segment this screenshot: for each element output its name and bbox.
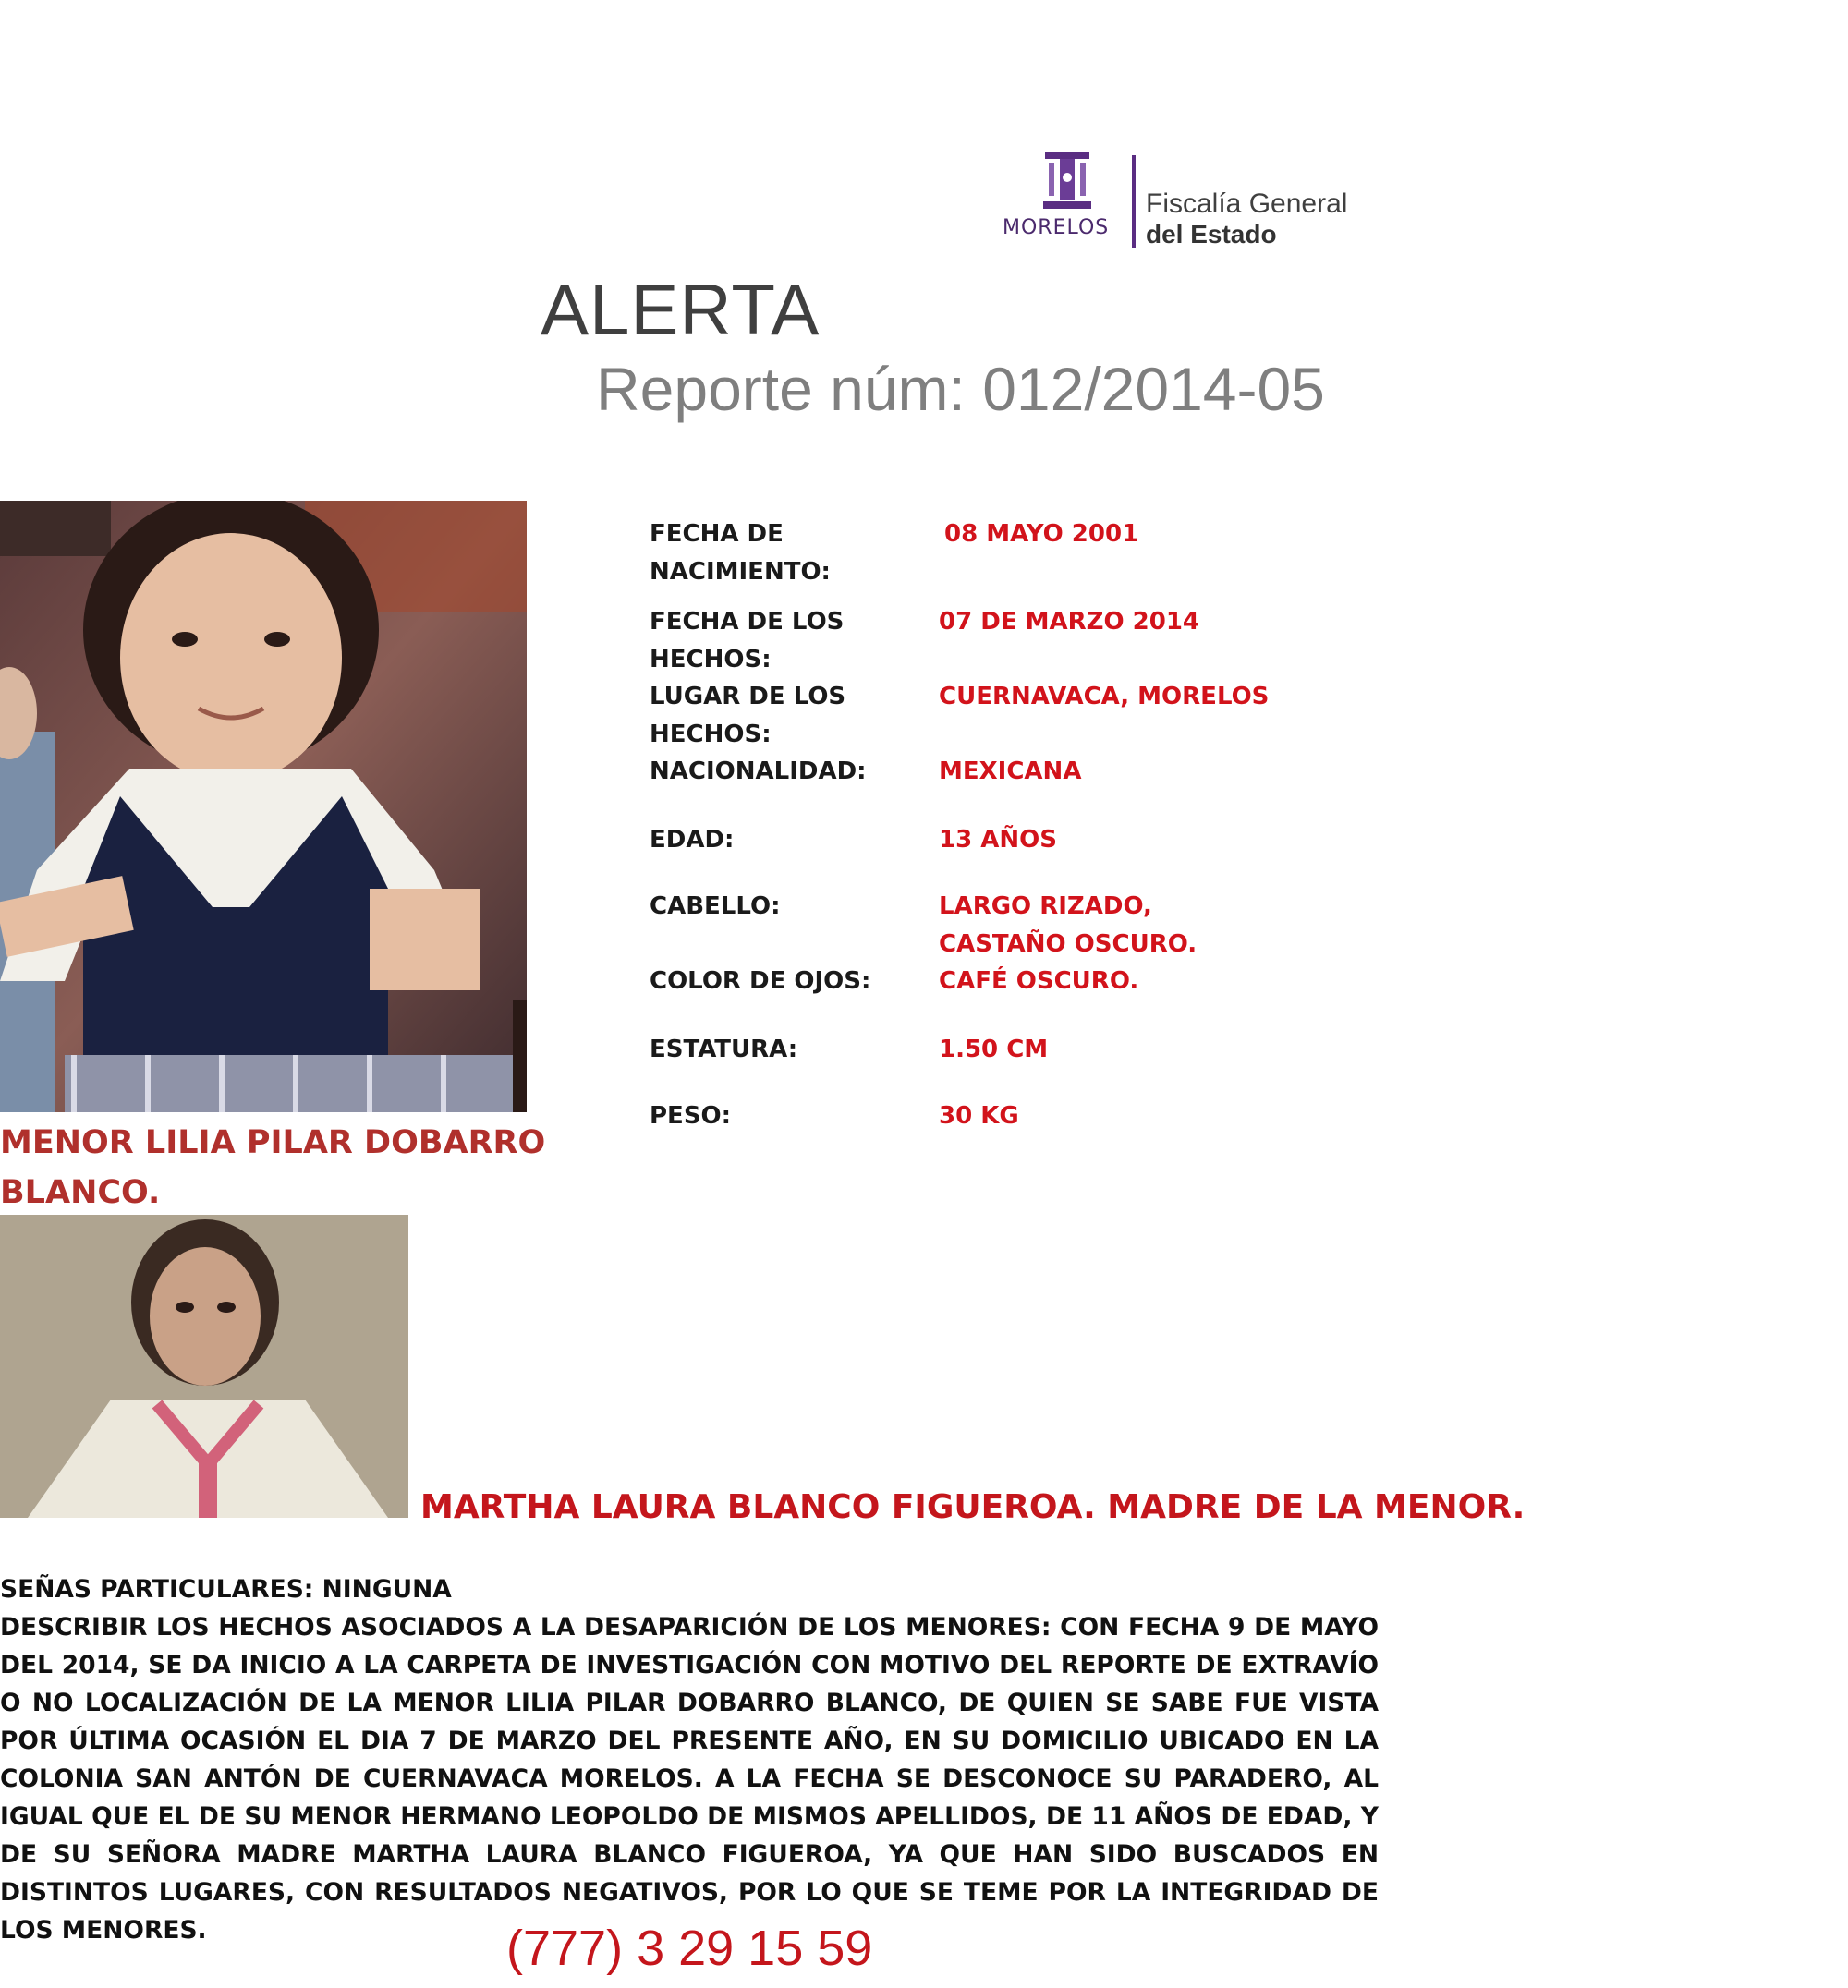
info-label-age: EDAD: — [650, 826, 735, 854]
info-label-nationality: NACIONALIDAD: — [650, 758, 867, 785]
logo-line-2: del Estado — [1146, 220, 1277, 248]
info-value-birthdate: 08 MAYO 2001 — [944, 520, 1139, 548]
distinguishing-marks: SEÑAS PARTICULARES: NINGUNA — [0, 1575, 452, 1604]
mother-photo — [0, 1215, 408, 1518]
logo-divider — [1132, 155, 1136, 248]
morelos-emblem-icon — [1040, 150, 1095, 216]
info-label-event-place: LUGAR DE LOS HECHOS: — [650, 683, 846, 748]
page-title: ALERTA — [541, 269, 821, 350]
logo-line-1: Fiscalía General — [1146, 188, 1348, 219]
mother-photo-illustration — [0, 1215, 408, 1518]
missing-person-name: MENOR LILIA PILAR DOBARRO BLANCO. — [0, 1124, 546, 1211]
girl-photo-illustration — [0, 501, 527, 1112]
info-label-weight: PESO: — [650, 1102, 732, 1130]
info-value-age: 13 AÑOS — [939, 826, 1057, 854]
mother-name: MARTHA LAURA BLANCO FIGUEROA. MADRE DE LA MENOR. — [420, 1488, 1526, 1526]
info-label-height: ESTATURA: — [650, 1036, 798, 1063]
report-number: Reporte núm: 012/2014-05 — [596, 355, 1325, 423]
info-label-birthdate: FECHA DE NACIMIENTO: — [650, 520, 831, 586]
case-description: DESCRIBIR LOS HECHOS ASOCIADOS A LA DESAPARICIÓN DE LOS MENORES: CON FECHA 9 DE MAYO DEL 2014, SE DA INICIO A LA CARPETA DE INVESTIGACIÓN CON MOTIVO DEL REPORTE DE EXTRAVÍO O NO LOCALIZACIÓN DE LA MENOR LILIA PILAR DOBARRO BLANCO, DE QUIEN SE SABE FUE VISTA POR ÚLTIMA OCASIÓN EL DIA 7 DE MARZO DEL PRESENTE AÑO, EN SU DOMICILIO UBICADO EN LA COLONIA SAN ANTÓN DE CUERNAVACA MORELOS. A LA FECHA SE DESCONOCE SU PARADERO, AL IGUAL QUE EL DE SU MENOR HERMANO LEOPOLDO DE MISMOS APELLIDOS, DE 11 AÑOS DE EDAD, Y DE SU SEÑORA MADRE MARTHA LAURA BLANCO FIGUEROA, YA QUE HAN SIDO BUSCADOS EN DISTINTOS LUGARES, CON RESULTADOS NEGATIVOS, POR LO QUE SE TEME POR LA INTEGRIDAD DE LOS MENORES. — [0, 1613, 1379, 1945]
info-value-hair: LARGO RIZADO, CASTAÑO OSCURO. — [939, 892, 1198, 958]
info-label-eye-color: COLOR DE OJOS: — [650, 967, 871, 995]
fiscalia-logo — [1003, 150, 1354, 251]
info-value-weight: 30 KG — [939, 1102, 1019, 1130]
info-label-hair: CABELLO: — [650, 892, 781, 920]
info-value-event-place: CUERNAVACA, MORELOS — [939, 683, 1270, 710]
logo-state-name: MORELOS — [1003, 216, 1110, 239]
info-value-height: 1.50 CM — [939, 1036, 1049, 1063]
missing-person-photo — [0, 501, 527, 1112]
contact-phone: (777) 3 29 15 59 — [506, 1921, 873, 1976]
info-value-eye-color: CAFÉ OSCURO. — [939, 967, 1139, 995]
info-value-nationality: MEXICANA — [939, 758, 1082, 785]
case-details — [0, 1570, 1379, 1949]
info-label-event-date: FECHA DE LOS HECHOS: — [650, 608, 845, 673]
info-value-event-date: 07 DE MARZO 2014 — [939, 608, 1200, 636]
